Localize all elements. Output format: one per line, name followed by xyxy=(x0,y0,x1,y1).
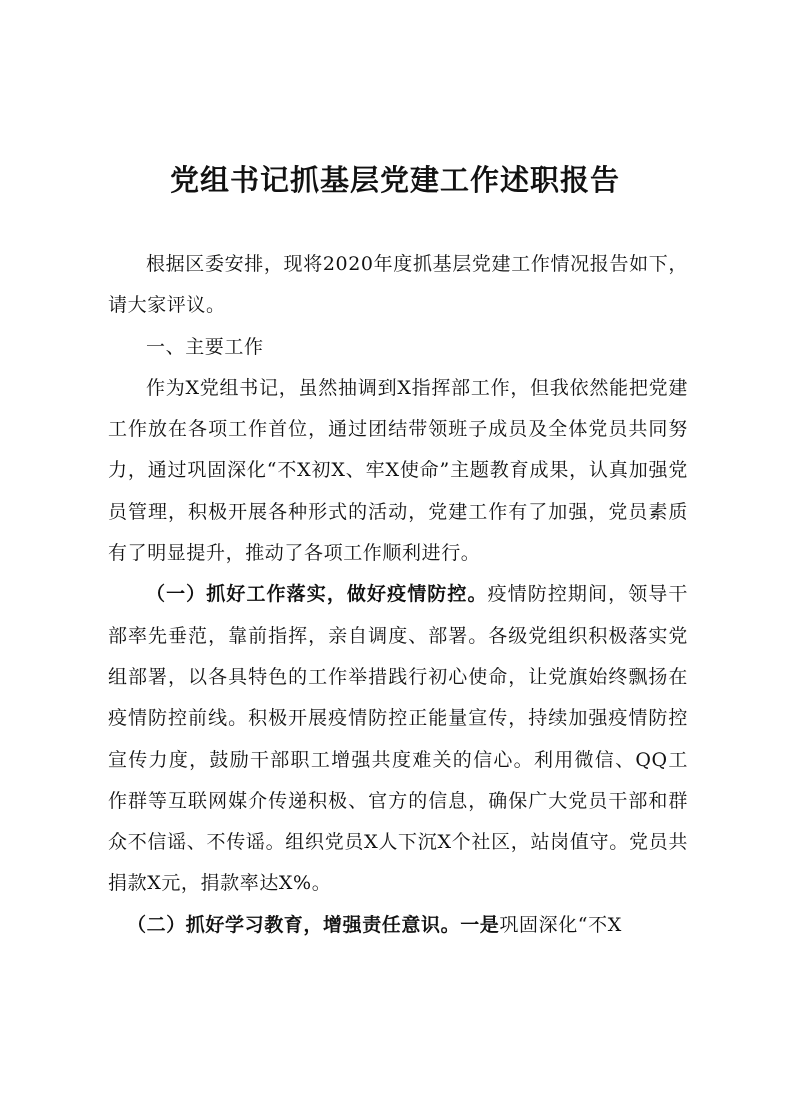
item-2-text-lead: 一是 xyxy=(460,913,500,936)
document-title: 党组书记抓基层党建工作述职报告 xyxy=(169,163,620,197)
document-body xyxy=(108,244,688,946)
item-2-heading: （二）抓好学习教育，增强责任意识。 xyxy=(127,913,461,936)
item-1-paragraph xyxy=(108,574,688,904)
item-1-text: 疫情防控期间，领导干部率先垂范，靠前指挥，亲自调度、部署。各级党组织积极落实党组部署，以各具特色的工作举措践行初心使命，让党旗始终飘扬在疫情防控前线。积极开展疫情防控正能量宣传，持续加强疫情防控宣传力度，鼓励干部职工增强共度难关的信心。利用微信、QQ工作群等互联网媒介传递积极、官方的信息，确保广大党员干部和群众不信谣、不传谣。组织党员X人下沉X个社区，站岗值守。党员共捐款X元，捐款率达X%。 xyxy=(108,583,688,895)
intro-paragraph: 根据区委安排，现将2020年度抓基层党建工作情况报告如下，请大家评议。 xyxy=(108,253,688,317)
main-work-paragraph: 作为X党组书记，虽然抽调到X指挥部工作，但我依然能把党建工作放在各项工作首位，通过团结带领班子成员及全体党员共同努力，通过巩固深化“不X初X、牢X使命”主题教育成果，认真加强党员管理，积极开展各种形式的活动，党建工作有了加强，党员素质有了明显提升，推动了各项工作顺利进行。 xyxy=(108,376,688,565)
item-2-text: 巩固深化“不X xyxy=(499,913,622,936)
item-2-paragraph xyxy=(108,905,688,946)
section-heading-main-work: 一、主要工作 xyxy=(146,335,264,358)
item-1-heading: （一）抓好工作落实，做好疫情防控。 xyxy=(146,583,488,606)
